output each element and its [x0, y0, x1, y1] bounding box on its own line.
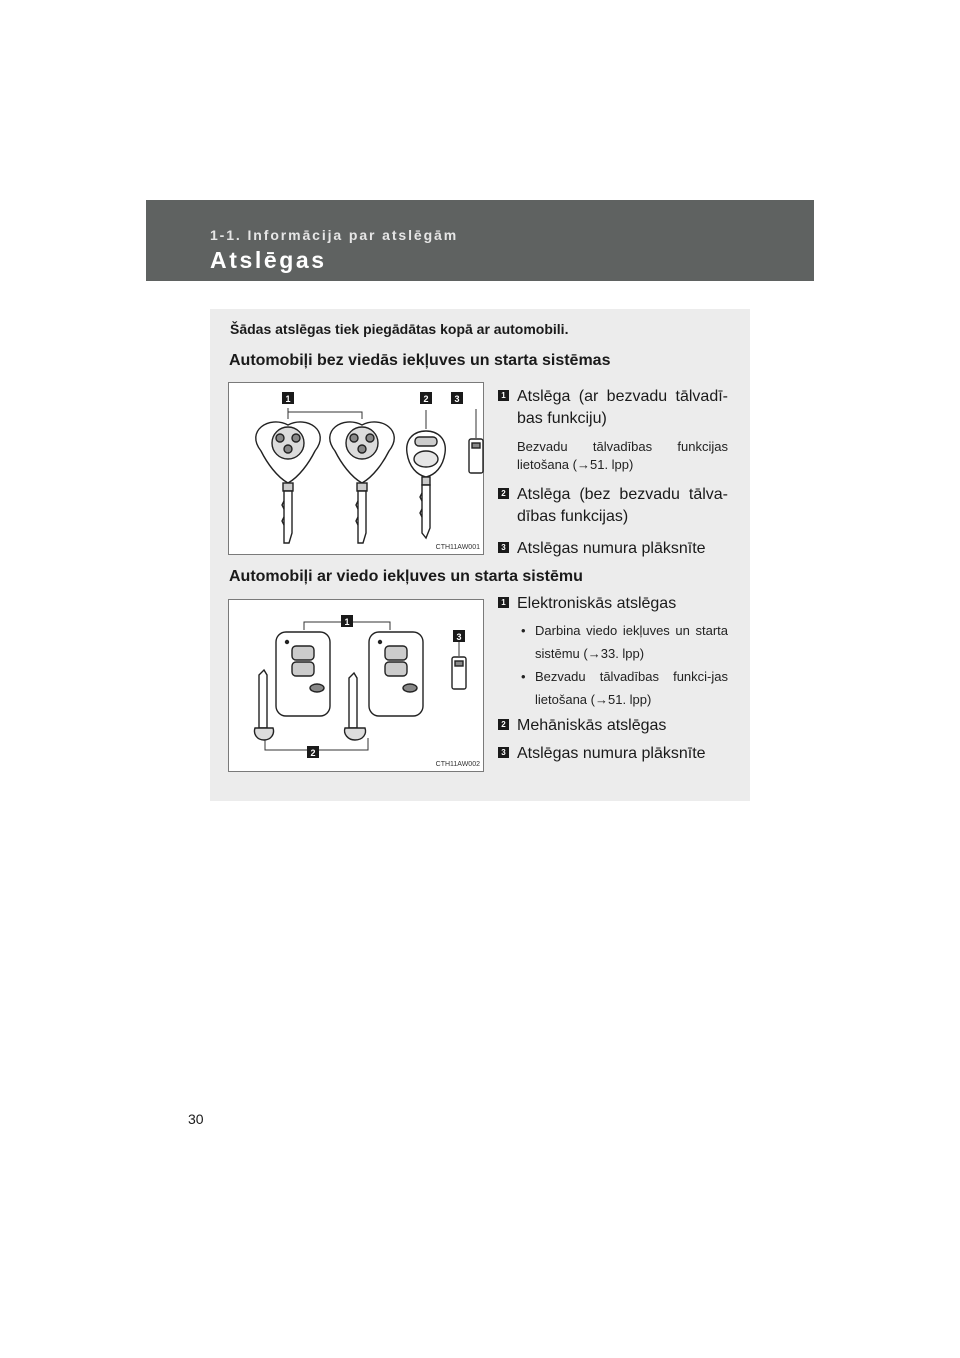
intro-text: Šādas atslēgas tiek piegādātas kopā ar automobili. [230, 321, 569, 337]
item-number-badge: 2 [498, 488, 509, 499]
list-item [498, 538, 728, 560]
svg-text:1: 1 [344, 617, 350, 627]
item-title: Mehāniskās atslēgas [517, 717, 667, 734]
chapter-header [146, 200, 814, 281]
item-note: Bezvadu tālvadības funkcijas lietošana (→51. lpp) [517, 439, 728, 472]
item-number-badge: 3 [498, 542, 509, 553]
list-item [498, 386, 728, 474]
svg-text:3: 3 [454, 394, 460, 404]
remote-key-icon [330, 422, 394, 543]
figure-keys-with-smart-key [228, 599, 484, 772]
smart-keys-illustration [229, 600, 485, 773]
list-item [498, 743, 728, 765]
item-title: Atslēgas numura plāksnīte [517, 540, 706, 557]
svg-text:2: 2 [423, 394, 429, 404]
list-item [498, 593, 728, 711]
item-number-badge: 2 [498, 719, 509, 730]
mechanical-key-icon [407, 431, 446, 538]
item-number-badge: 1 [498, 390, 509, 401]
mechanical-key-icon [254, 670, 273, 740]
bullet-list [517, 619, 728, 711]
key-number-plate-icon [469, 439, 483, 473]
key-number-plate-icon [452, 657, 466, 689]
remote-key-icon [256, 422, 320, 543]
item-title: Atslēgas numura plāksnīte [517, 745, 706, 762]
list-item [498, 715, 728, 737]
section-heading-with-smart-key: Automobiļi ar viedo iekļuves un starta sistēmu [229, 568, 583, 585]
svg-text:2: 2 [310, 748, 316, 758]
items-list-with-smart-key [498, 593, 728, 765]
items-list-without-smart-key [498, 386, 728, 560]
bullet-item: • Bezvadu tālvadības funkci-jas lietošana (→51. lpp) [517, 665, 728, 711]
page-number: 30 [188, 1111, 204, 1127]
content-panel [210, 309, 750, 801]
item-number-badge: 3 [498, 747, 509, 758]
keys-illustration [229, 383, 485, 556]
mechanical-key-icon [345, 673, 366, 740]
svg-text:1: 1 [285, 394, 291, 404]
section-heading-without-smart-key: Automobiļi bez viedās iekļuves un starta sistēmas [229, 352, 611, 369]
figure-keys-without-smart-key [228, 382, 484, 555]
item-title: Elektroniskās atslēgas [517, 595, 677, 612]
bullet-item: • Darbina viedo iekļuves un starta sistēmu (→33. lpp) [517, 619, 728, 665]
item-title: Atslēga (ar bezvadu tālvadī-bas funkciju) [517, 388, 728, 427]
item-title: Atslēga (bez bezvadu tālva-dības funkcijas) [517, 486, 728, 525]
list-item [498, 484, 728, 528]
item-number-badge: 1 [498, 597, 509, 608]
section-label: 1-1. Informācija par atslēgām [210, 227, 459, 243]
page-title: Atslēgas [210, 247, 327, 273]
figure-code: CTH11AW001 [435, 544, 480, 551]
smart-key-icon [369, 632, 423, 716]
figure-code: CTH11AW002 [435, 761, 480, 768]
svg-text:3: 3 [456, 632, 462, 642]
smart-key-icon [276, 632, 330, 716]
